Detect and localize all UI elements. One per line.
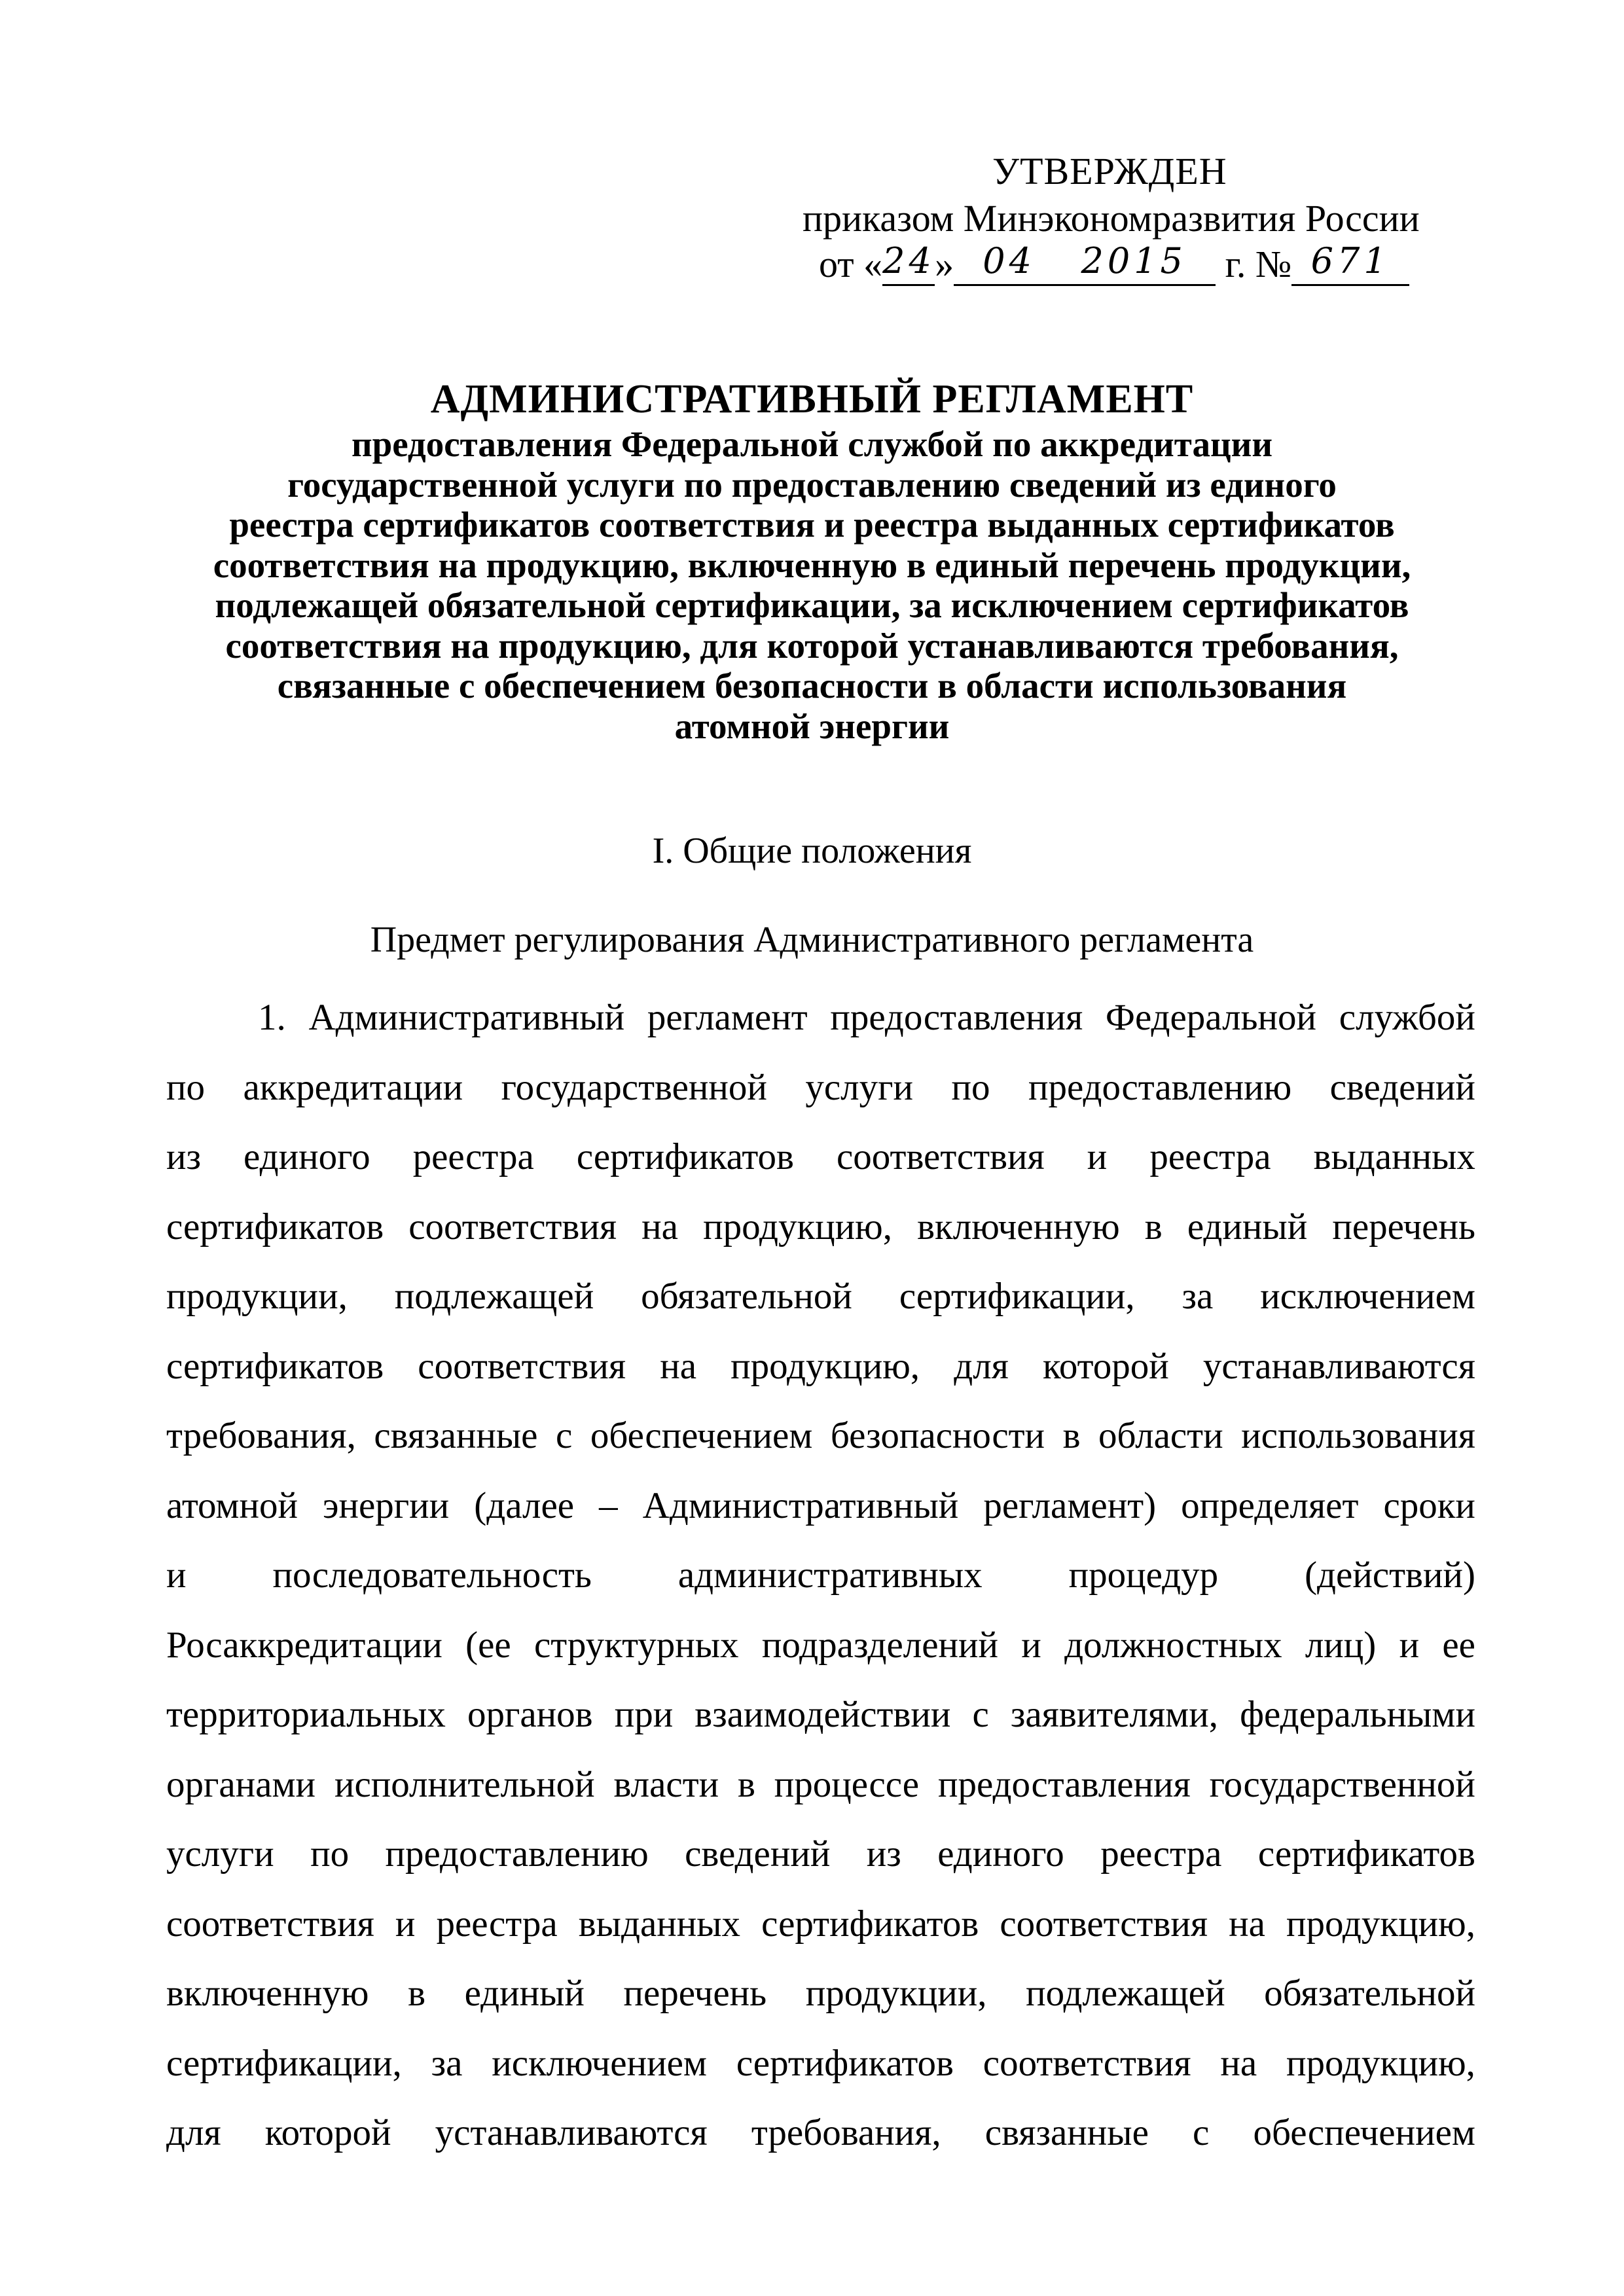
word: федеральными [1240, 1694, 1475, 1735]
word: процессе [774, 1763, 920, 1805]
word: на [641, 1206, 678, 1247]
text-line [166, 1066, 1475, 1119]
text-line [166, 1763, 1475, 1816]
word: услуги [805, 1066, 914, 1108]
word: в [1062, 1415, 1081, 1456]
word: выданных [578, 1903, 741, 1945]
word: соответствия [983, 2042, 1191, 2084]
word: по [951, 1066, 990, 1108]
title-line: соответствия на продукцию, для которой устанавливаются требования, [225, 625, 1399, 666]
word: сертификатов [166, 1206, 384, 1247]
word: продукции, [805, 1973, 987, 2014]
word: которой [264, 2112, 391, 2153]
word: подразделений [761, 1624, 999, 1666]
word: атомной [166, 1484, 298, 1526]
word: исполнительной [334, 1763, 595, 1805]
word: обеспечением [590, 1415, 813, 1456]
order-date-line [819, 242, 1409, 286]
word: за [431, 2042, 463, 2084]
word: сертификатов [166, 1345, 384, 1387]
text-line [166, 1345, 1475, 1397]
word: предоставлению [1028, 1066, 1292, 1108]
text-line [166, 2042, 1475, 2094]
text-line [166, 1903, 1475, 1955]
word: государственной [1209, 1763, 1475, 1805]
word: сведений [685, 1833, 831, 1874]
title-line: предоставления Федеральной службой по аккредитации [351, 424, 1273, 464]
title-line: атомной энергии [674, 706, 950, 746]
word: использования [1241, 1415, 1475, 1456]
word: последовательность [272, 1554, 592, 1596]
word: сертификации, [899, 1276, 1135, 1317]
word: сведений [1329, 1066, 1475, 1108]
word: – [599, 1484, 618, 1526]
date-prefix: от « [819, 243, 883, 285]
text-line [166, 1275, 1475, 1327]
word: государственной [501, 1066, 767, 1108]
day-close: » [935, 243, 954, 285]
word: с [556, 1415, 573, 1456]
word: области [1098, 1415, 1223, 1456]
handwritten-month: 04 [983, 240, 1036, 281]
word: связанные [984, 2112, 1149, 2153]
number-blank [1291, 240, 1409, 286]
word: сроки [1383, 1484, 1475, 1526]
word: требования, [751, 2112, 941, 2153]
word: для [166, 2112, 221, 2153]
text-line [166, 1136, 1475, 1188]
word: единый [1187, 1206, 1308, 1247]
document-title-block [131, 374, 1493, 746]
word: процедур [1068, 1554, 1219, 1596]
word: на [1229, 1903, 1265, 1945]
text-line [166, 1554, 1475, 1606]
word: Административный [642, 1484, 959, 1526]
word: с [1193, 2112, 1210, 2153]
word: заявителями, [1010, 1694, 1219, 1735]
word: за [1182, 1276, 1214, 1317]
word: на [1220, 2042, 1257, 2084]
word: ее [1442, 1624, 1475, 1666]
document-title: АДМИНИСТРАТИВНЫЙ РЕГЛАМЕНТ [430, 377, 1194, 422]
word: должностных [1064, 1624, 1282, 1666]
word: соответствия [408, 1206, 617, 1247]
word: подлежащей [1026, 1973, 1225, 2014]
month-year-blank [954, 240, 1216, 286]
year-suffix: г. № [1225, 243, 1292, 285]
word: 1. [258, 997, 286, 1038]
word: предоставлению [385, 1833, 649, 1874]
word: регламент [647, 997, 808, 1038]
day-blank [882, 240, 935, 286]
word: требования, [166, 1415, 356, 1456]
word: которой [1043, 1345, 1169, 1387]
word: территориальных [166, 1694, 446, 1735]
word: реестра [1149, 1136, 1271, 1177]
word: реестра [436, 1903, 558, 1945]
handwritten-number: 671 [1310, 240, 1390, 281]
word: обязательной [1264, 1973, 1475, 2014]
word: из [866, 1833, 901, 1874]
word: сертификации, [166, 2042, 402, 2084]
word: устанавливаются [1202, 1345, 1475, 1387]
word: органов [467, 1694, 593, 1735]
text-line [166, 1484, 1475, 1537]
word: Росаккредитации [166, 1624, 442, 1666]
title-line: государственной услуги по предоставлению сведений из единого [287, 464, 1337, 505]
text-line [166, 1206, 1475, 1258]
word: регламент) [983, 1484, 1157, 1526]
word: сертификатов [1257, 1833, 1475, 1874]
word: сертификатов [576, 1136, 794, 1177]
word: из [166, 1136, 202, 1177]
word: аккредитации [243, 1066, 463, 1108]
word: лиц) [1305, 1624, 1377, 1666]
handwritten-year: 2015 [1081, 240, 1187, 281]
text-line [166, 1414, 1475, 1467]
word: для [954, 1345, 1009, 1387]
word: включенную [917, 1206, 1120, 1247]
word: исключением [1260, 1276, 1475, 1317]
word: сертификатов [736, 2042, 954, 2084]
word: исключением [492, 2042, 707, 2084]
word: перечень [623, 1973, 767, 2014]
word: предоставления [937, 1763, 1191, 1805]
word: включенную [166, 1973, 369, 2014]
word: продукции, [166, 1276, 348, 1317]
word: при [614, 1694, 674, 1735]
word: связанные [374, 1415, 538, 1456]
word: Административный [308, 997, 625, 1038]
title-line: реестра сертификатов соответствия и реестра выданных сертификатов [229, 505, 1395, 545]
word: сертификатов [761, 1903, 979, 1945]
word: соответствия [836, 1136, 1045, 1177]
word: продукцию, [731, 1345, 920, 1387]
word: по [310, 1833, 350, 1874]
text-line [166, 1624, 1475, 1676]
word: подлежащей [394, 1276, 594, 1317]
word: единый [464, 1973, 585, 2014]
title-subtitle [131, 424, 1493, 746]
word: реестра [1100, 1833, 1222, 1874]
word: безопасности [830, 1415, 1045, 1456]
title-line: подлежащей обязательной сертификации, за исключением сертификатов [215, 585, 1409, 625]
word: (далее [474, 1484, 575, 1526]
word: структурных [533, 1624, 739, 1666]
text-line [166, 1972, 1475, 2024]
word: на [660, 1345, 697, 1387]
word: услуги [166, 1833, 274, 1874]
word: службой [1339, 997, 1475, 1038]
word: административных [677, 1554, 983, 1596]
word: с [972, 1694, 989, 1735]
approved-label: УТВЕРЖДЕН [992, 150, 1227, 192]
text-line [166, 996, 1475, 1049]
order-by-label: приказом Минэкономразвития России [803, 197, 1420, 240]
word: обязательной [641, 1276, 852, 1317]
word: продукцию, [1286, 2042, 1475, 2084]
word: органами [166, 1763, 316, 1805]
word: соответствия [418, 1345, 626, 1387]
word: единого [244, 1136, 370, 1177]
word: единого [937, 1833, 1064, 1874]
word: реестра [412, 1136, 534, 1177]
word: (ее [465, 1624, 511, 1666]
text-line [166, 1693, 1475, 1746]
word: устанавливаются [435, 2112, 708, 2153]
word: в [408, 1973, 426, 2014]
word: в [737, 1763, 755, 1805]
word: и [166, 1554, 187, 1596]
word: и [395, 1903, 416, 1945]
word: энергии [323, 1484, 450, 1526]
section-heading: I. Общие положения [652, 831, 972, 871]
word: Федеральной [1105, 997, 1317, 1038]
word: продукцию, [1286, 1903, 1475, 1945]
word: продукцию, [703, 1206, 893, 1247]
title-line: связанные с обеспечением безопасности в области использования [277, 666, 1347, 706]
word: и [1399, 1624, 1420, 1666]
word: обеспечением [1253, 2112, 1475, 2153]
word: выданных [1313, 1136, 1475, 1177]
word: предоставления [830, 997, 1083, 1038]
word: и [1021, 1624, 1041, 1666]
handwritten-month-year [954, 240, 1216, 281]
word: власти [613, 1763, 719, 1805]
handwritten-day: 24 [882, 240, 935, 281]
word: и [1087, 1136, 1108, 1177]
section-subheading: Предмет регулирования Административного регламента [370, 920, 1254, 960]
word: взаимодействии [695, 1694, 951, 1735]
word: перечень [1332, 1206, 1475, 1247]
text-line [166, 1833, 1475, 1885]
word: (действий) [1305, 1554, 1475, 1596]
word: по [166, 1066, 206, 1108]
word: в [1144, 1206, 1163, 1247]
word: соответствия [1000, 1903, 1208, 1945]
word: соответствия [166, 1903, 374, 1945]
word: определяет [1181, 1484, 1359, 1526]
title-line: соответствия на продукцию, включенную в единый перечень продукции, [213, 545, 1411, 585]
text-line [166, 2111, 1475, 2164]
